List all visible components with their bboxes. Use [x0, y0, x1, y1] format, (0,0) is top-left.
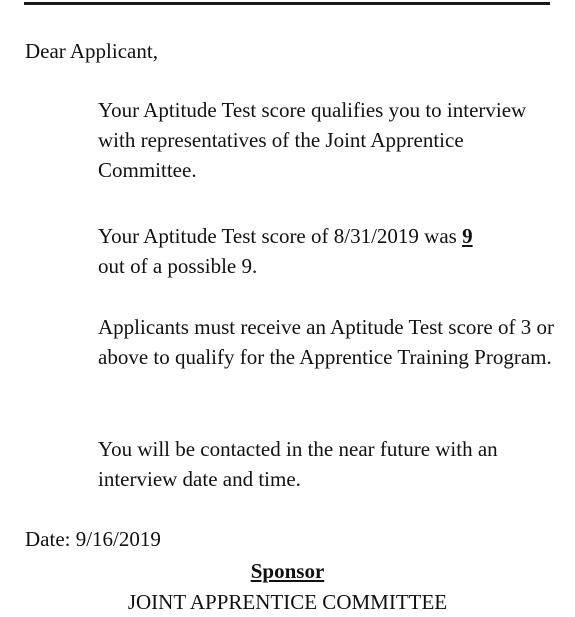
top-divider-rule	[24, 2, 550, 5]
salutation: Dear Applicant,	[25, 39, 158, 63]
requirement-paragraph: Applicants must receive an Aptitude Test score of 3 or above to qualify for the Apprentice Training Program.	[98, 315, 554, 369]
score-line	[98, 224, 473, 248]
date-line: Date: 9/16/2019	[25, 527, 161, 551]
score-value: 9	[462, 224, 473, 248]
score-paragraph	[98, 221, 558, 281]
sponsor-name: JOINT APPRENTICE COMMITTEE	[127, 590, 448, 614]
contact-paragraph: You will be contacted in the near future with an interview date and time.	[98, 437, 498, 491]
score-suffix: out of a possible 9.	[98, 254, 258, 278]
score-prefix: Your Aptitude Test score of 8/31/2019 was	[98, 224, 463, 248]
qualification-paragraph: Your Aptitude Test score qualifies you to interview with representatives of the Joint Apprentice Committee.	[98, 98, 527, 182]
sponsor-heading: Sponsor	[250, 559, 325, 583]
